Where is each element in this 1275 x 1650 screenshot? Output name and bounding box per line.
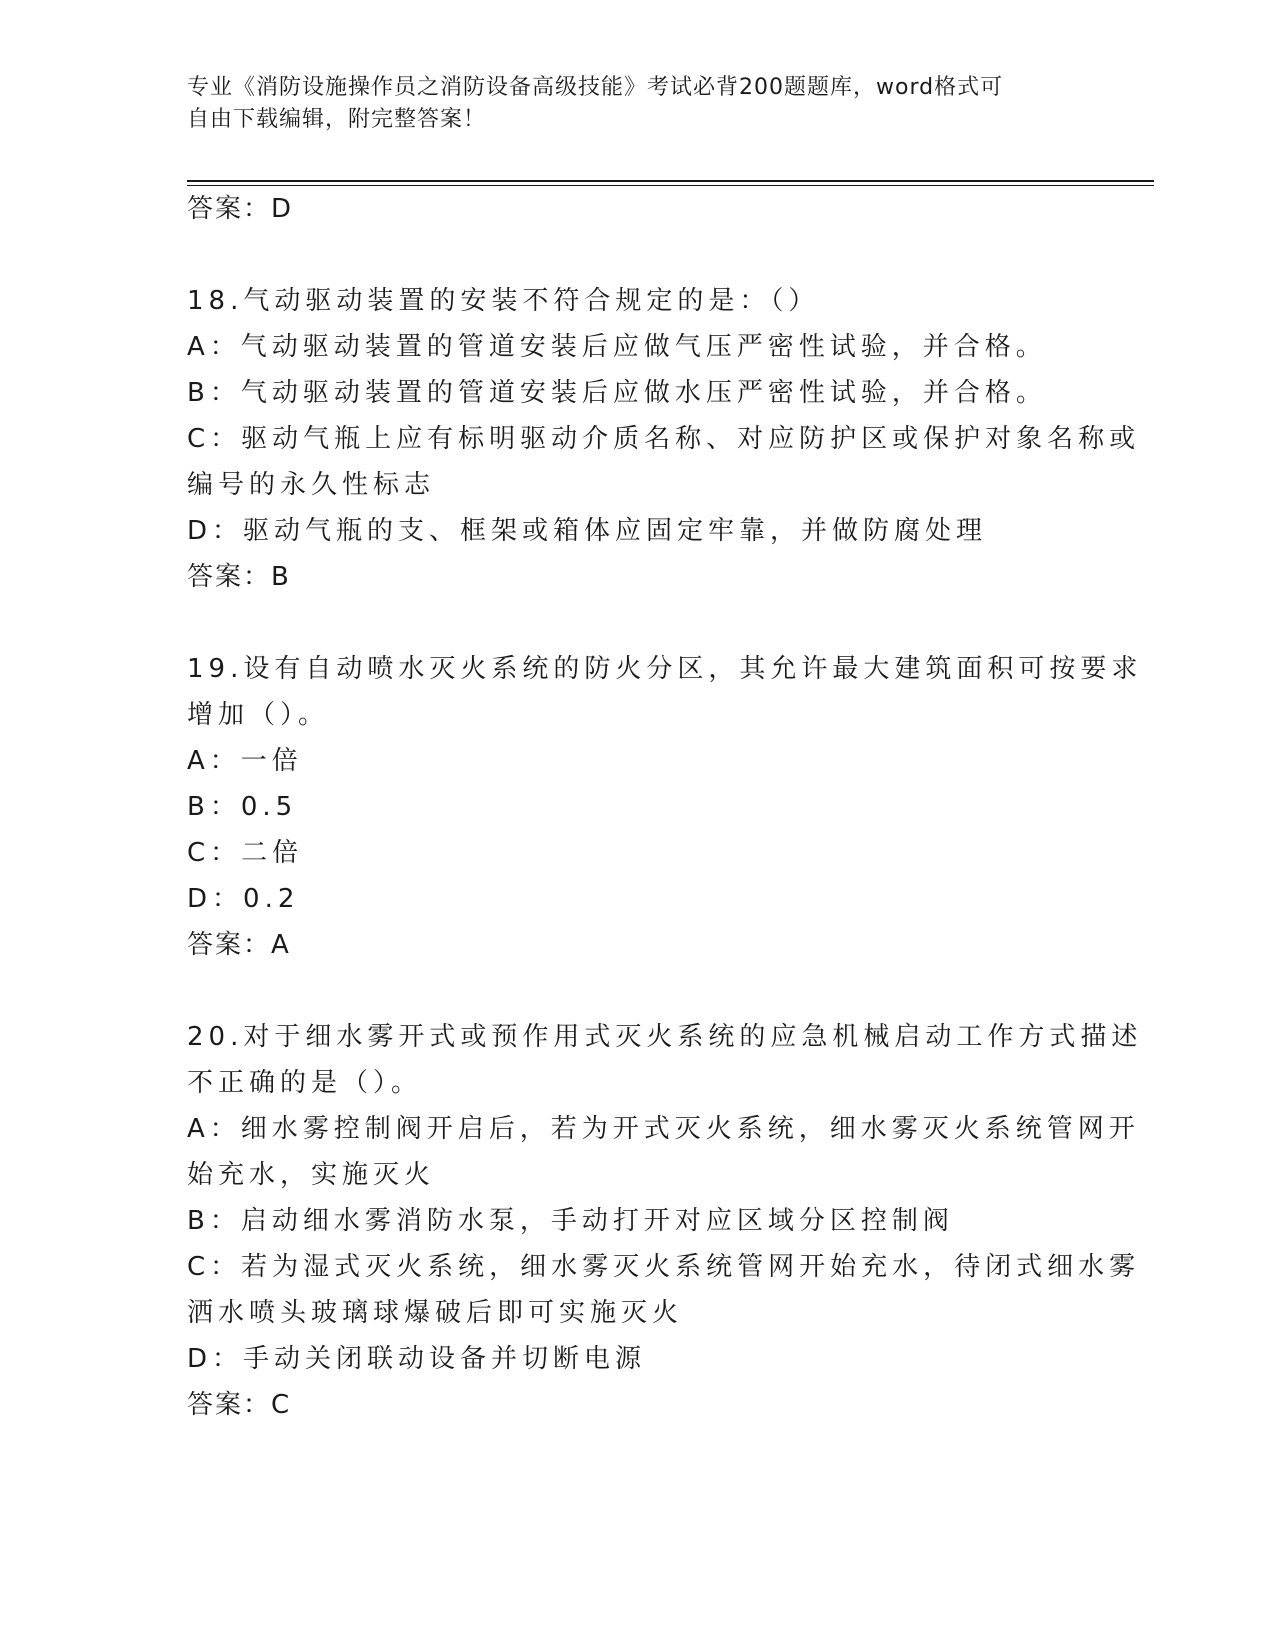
question-19-stem-line-2: 增加（）。 xyxy=(187,700,330,730)
question-20-option-a-line-1: A：细水雾控制阀开启后，若为开式灭火系统，细水雾灭火系统管网开 xyxy=(187,1114,1140,1144)
question-20-option-b: B：启动细水雾消防水泵，手动打开对应区域分区控制阀 xyxy=(187,1206,954,1236)
question-19-option-d: D：0.2 xyxy=(187,884,300,914)
question-19-stem-line-1: 19.设有自动喷水灭火系统的防火分区，其允许最大建筑面积可按要求 xyxy=(187,654,1143,684)
question-18-option-b: B：气动驱动装置的管道安装后应做水压严密性试验，并合格。 xyxy=(187,378,1047,408)
question-20-option-c-line-1: C：若为湿式灭火系统，细水雾灭火系统管网开始充水，待闭式细水雾 xyxy=(187,1252,1141,1282)
question-18-option-d: D：驱动气瓶的支、框架或箱体应固定牢靠，并做防腐处理 xyxy=(187,516,988,546)
page-header xyxy=(187,72,1087,136)
question-20-option-c-line-2: 洒水喷头玻璃球爆破后即可实施灭火 xyxy=(187,1298,684,1328)
document-body xyxy=(187,186,1143,1428)
question-19-option-b: B：0.5 xyxy=(187,792,298,822)
question-19-option-a: A：一倍 xyxy=(187,746,303,776)
question-18-option-a: A：气动驱动装置的管道安装后应做气压严密性试验，并合格。 xyxy=(187,332,1047,362)
question-18-option-c-line-2: 编号的永久性标志 xyxy=(187,470,436,500)
question-18 xyxy=(187,278,1141,600)
answer-20: 答案：C xyxy=(187,1390,292,1420)
header-line-1: 专业《消防设施操作员之消防设备高级技能》考试必背200题题库，word格式可 xyxy=(187,75,1004,100)
question-18-stem: 18.气动驱动装置的安装不符合规定的是：（） xyxy=(187,286,820,316)
answer-18: 答案：B xyxy=(187,562,291,592)
question-19-option-c: C：二倍 xyxy=(187,838,304,868)
question-18-option-c-line-1: C：驱动气瓶上应有标明驱动介质名称、对应防护区或保护对象名称或 xyxy=(187,424,1141,454)
header-rule-thick xyxy=(187,180,1154,182)
header-line-2: 自由下载编辑，附完整答案！ xyxy=(187,107,487,132)
question-19 xyxy=(187,646,1143,968)
question-20-stem-line-1: 20.对于细水雾开式或预作用式灭火系统的应急机械启动工作方式描述 xyxy=(187,1022,1143,1052)
answer-19: 答案：A xyxy=(187,930,291,960)
question-20 xyxy=(187,1014,1143,1428)
question-20-stem-line-2: 不正确的是（）。 xyxy=(187,1068,423,1098)
answer-17: 答案：D xyxy=(187,194,294,224)
question-20-option-d: D：手动关闭联动设备并切断电源 xyxy=(187,1344,647,1374)
question-20-option-a-line-2: 始充水，实施灭火 xyxy=(187,1160,436,1190)
